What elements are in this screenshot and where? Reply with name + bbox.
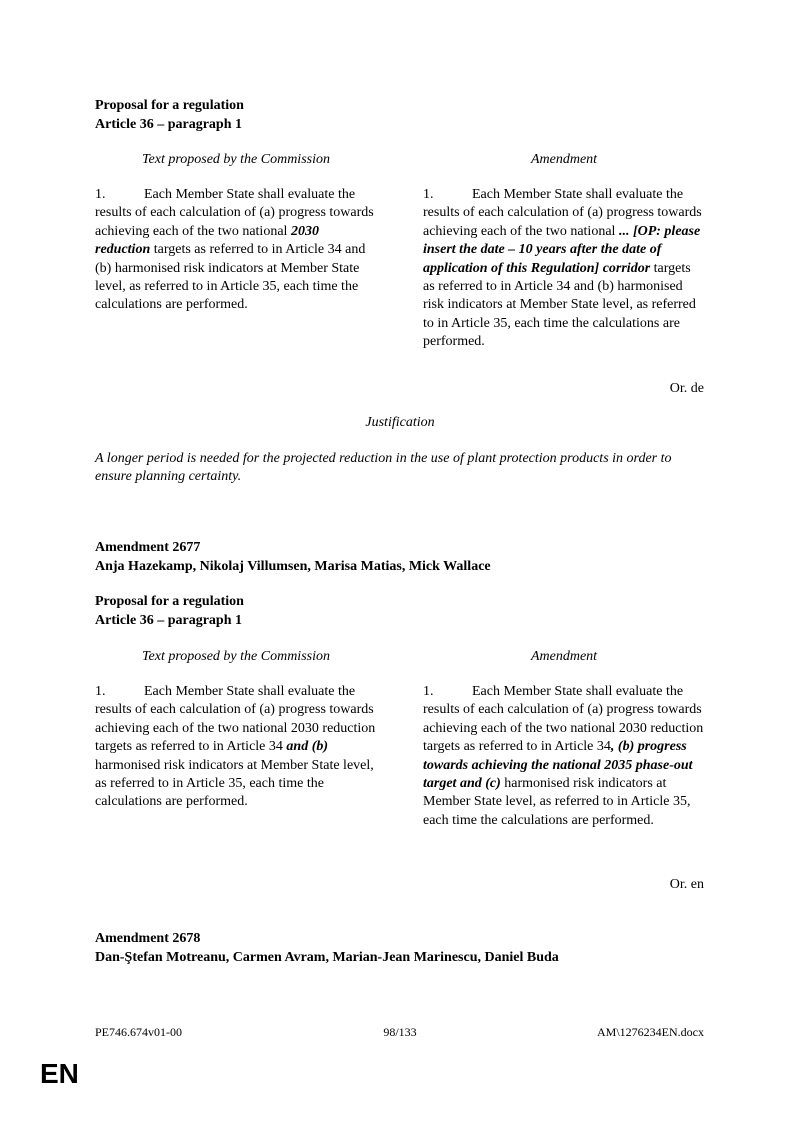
column-header-commission: Text proposed by the Commission <box>142 152 330 167</box>
proposal-heading <box>95 96 244 134</box>
proposal-title: Proposal for a regulation <box>95 594 244 609</box>
footer-filename: AM\1276234EN.docx <box>597 1025 704 1039</box>
footer-reference: PE746.674v01-00 <box>95 1025 182 1039</box>
original-language: Or. en <box>669 877 704 892</box>
amendment-text: 1. Each Member State shall evaluate the results of each calculation of (a) progress towards achieving each of the two national 2030 reduction targets as referred to in Article 34, (b) progress towards achieving the national 2035 phase-out target and (c) harmonised risk indicators at Member State level, as referred to in Article 35, each time the calculations are performed. <box>423 684 704 828</box>
article-reference: Article 36 – paragraph 1 <box>95 117 242 132</box>
column-header-amendment: Amendment <box>530 649 598 664</box>
amendment-number: Amendment 2678 <box>95 931 201 946</box>
amendment-authors: Anja Hazekamp, Nikolaj Villumsen, Marisa Matias, Mick Wallace <box>95 559 491 574</box>
language-label: EN <box>40 1058 79 1089</box>
proposal-heading <box>95 592 244 630</box>
amendment-heading <box>95 538 491 576</box>
commission-text: 1. Each Member State shall evaluate the results of each calculation of (a) progress towards achieving each of the two national 2030 reduction targets as referred to in Article 34 and (b) harmonised risk indicators at Member State level, as referred to in Article 35, each time the calculations are performed. <box>95 684 376 810</box>
original-language: Or. de <box>669 381 704 396</box>
amendment-heading <box>95 929 559 967</box>
amendment-text: 1. Each Member State shall evaluate the results of each calculation of (a) progress towards achieving each of the two national ... [OP: please insert the date – 10 years after the date of application of this Regulation] corridor targets as referred to in Article 34 and (b) harmonised risk indicators at Member State level, as referred to in Article 35, each time the calculations are performed. <box>423 187 702 350</box>
justification-text: A longer period is needed for the projected reduction in the use of plant protection products in order to ensure planning certainty. <box>95 451 672 485</box>
column-header-amendment: Amendment <box>530 152 598 167</box>
amendment-authors: Dan-Ştefan Motreanu, Carmen Avram, Marian-Jean Marinescu, Daniel Buda <box>95 950 559 965</box>
commission-text: 1. Each Member State shall evaluate the results of each calculation of (a) progress towards achieving each of the two national 2030 reduction targets as referred to in Article 34 and (b) harmonised risk indicators at Member State level, as referred to in Article 35, each time the calculations are performed. <box>95 187 374 313</box>
proposal-title: Proposal for a regulation <box>95 98 244 113</box>
column-header-commission: Text proposed by the Commission <box>142 649 330 664</box>
page-number: 98/133 <box>383 1025 417 1039</box>
justification-title: Justification <box>365 415 435 430</box>
amendment-number: Amendment 2677 <box>95 540 201 555</box>
article-reference: Article 36 – paragraph 1 <box>95 613 242 628</box>
